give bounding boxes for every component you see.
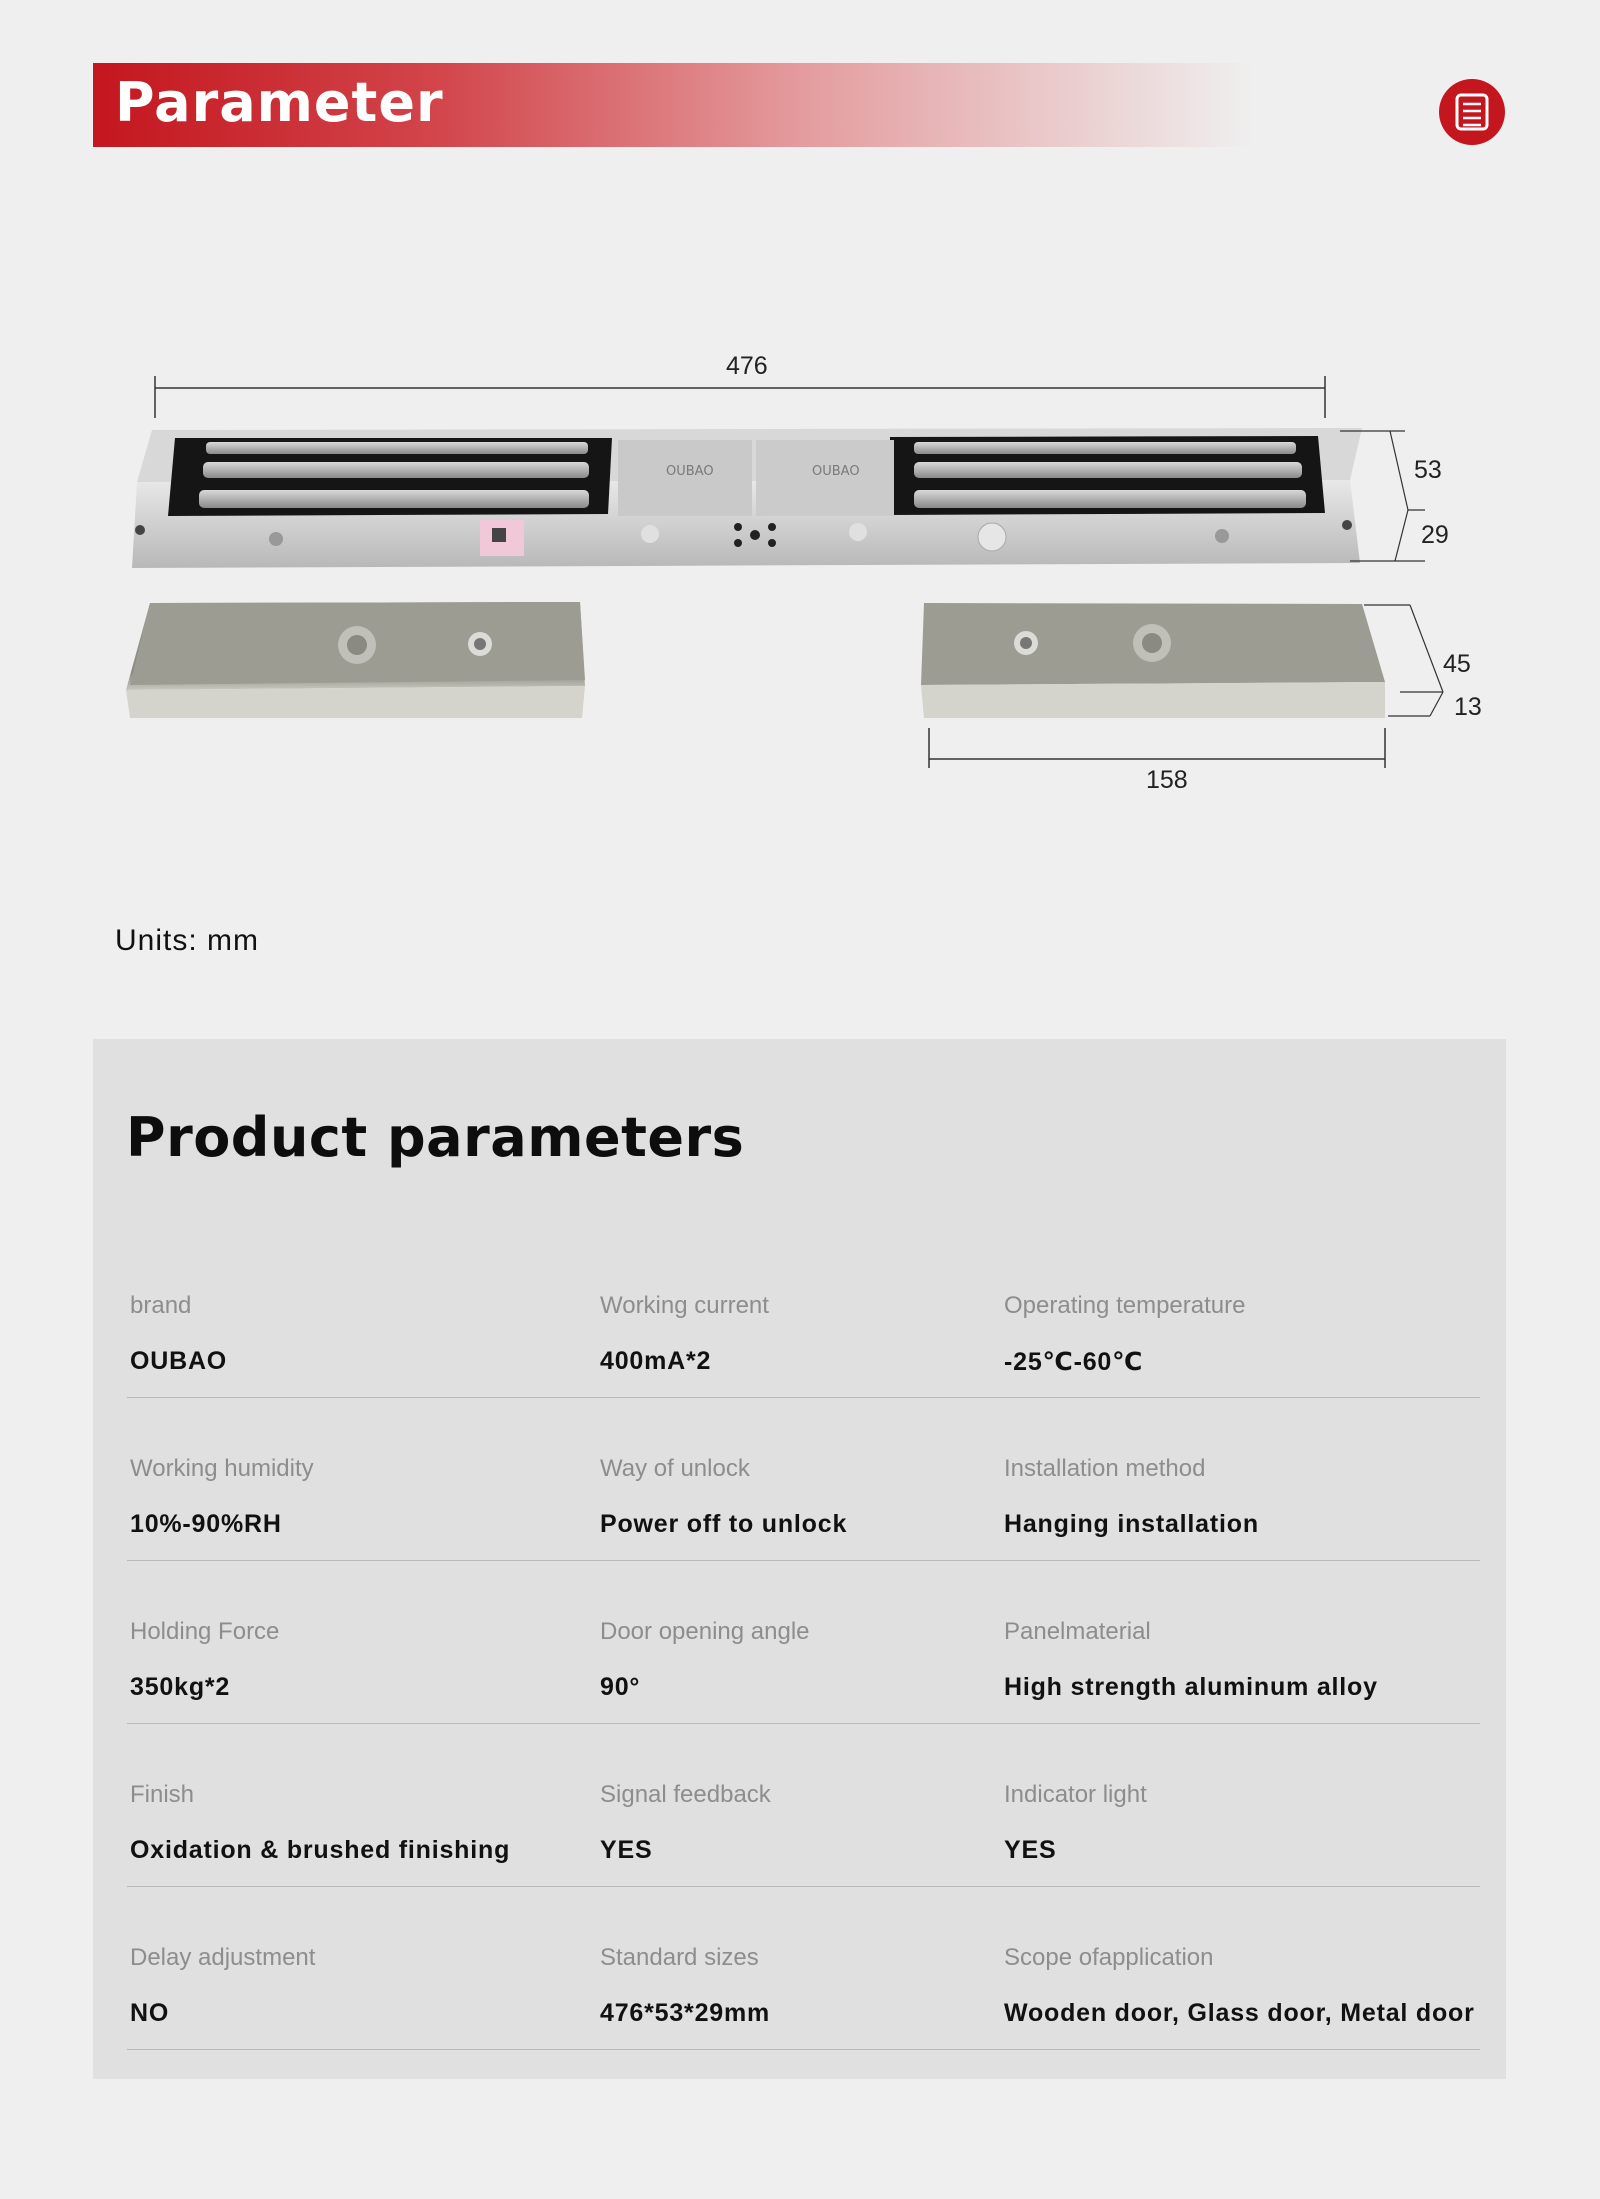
- product-parameters-panel: [93, 1039, 1506, 2079]
- param-value: 476*53*29mm: [600, 1999, 771, 2027]
- param-label: brand: [130, 1292, 192, 1319]
- magnetic-lock-drawing: [0, 330, 1600, 810]
- parameter-row: [127, 1561, 1480, 1724]
- param-value: NO: [130, 1999, 170, 2027]
- param-label: Panelmaterial: [1004, 1618, 1151, 1645]
- param-label: Door opening angle: [600, 1618, 810, 1645]
- product-diagram: [0, 330, 1600, 810]
- param-value: Wooden door, Glass door, Metal door: [1004, 1999, 1475, 2027]
- section-title: Product parameters: [126, 1106, 745, 1169]
- logo-right: OUBAO: [812, 464, 860, 479]
- param-value: Power off to unlock: [600, 1510, 848, 1538]
- param-value: -25℃-60℃: [1004, 1348, 1144, 1376]
- dimension-plate-length: 158: [1146, 766, 1188, 794]
- param-value: Hanging installation: [1004, 1510, 1259, 1538]
- param-value: 10%-90%RH: [130, 1510, 282, 1538]
- parameter-row: [127, 1724, 1480, 1887]
- param-value: Oxidation & brushed finishing: [130, 1836, 511, 1864]
- param-label: Scope ofapplication: [1004, 1944, 1214, 1971]
- dimension-plate-height: 45: [1443, 650, 1471, 678]
- param-label: Working current: [600, 1292, 769, 1319]
- param-label: Signal feedback: [600, 1781, 771, 1808]
- param-label: Installation method: [1004, 1455, 1206, 1482]
- dimension-depth: 29: [1421, 521, 1449, 549]
- param-label: Standard sizes: [600, 1944, 759, 1971]
- document-list-icon[interactable]: [1439, 79, 1505, 145]
- parameter-row: [127, 1887, 1480, 2050]
- document-list-icon-glyph: [1454, 92, 1490, 132]
- param-value: YES: [1004, 1836, 1057, 1864]
- parameter-row: [127, 1398, 1480, 1561]
- param-label: Working humidity: [130, 1455, 314, 1482]
- param-label: Holding Force: [130, 1618, 280, 1645]
- param-label: Way of unlock: [600, 1455, 750, 1482]
- units-label: Units: mm: [115, 924, 259, 957]
- header-banner: [93, 63, 1253, 147]
- param-label: Finish: [130, 1781, 195, 1808]
- param-value: 350kg*2: [130, 1673, 231, 1701]
- param-value: 90°: [600, 1673, 641, 1701]
- page-title: Parameter: [115, 71, 444, 134]
- param-label: Delay adjustment: [130, 1944, 316, 1971]
- dimension-plate-depth: 13: [1454, 693, 1482, 721]
- param-value: OUBAO: [130, 1347, 228, 1375]
- parameter-row: [127, 1235, 1480, 1398]
- logo-left: OUBAO: [666, 464, 714, 479]
- param-value: 400mA*2: [600, 1347, 712, 1375]
- dimension-length: 476: [726, 352, 768, 380]
- param-label: Operating temperature: [1004, 1292, 1246, 1319]
- param-value: YES: [600, 1836, 653, 1864]
- param-label: Indicator light: [1004, 1781, 1147, 1808]
- param-value: High strength aluminum alloy: [1004, 1673, 1378, 1701]
- dimension-height: 53: [1414, 456, 1442, 484]
- parameters-grid: [127, 1235, 1480, 2050]
